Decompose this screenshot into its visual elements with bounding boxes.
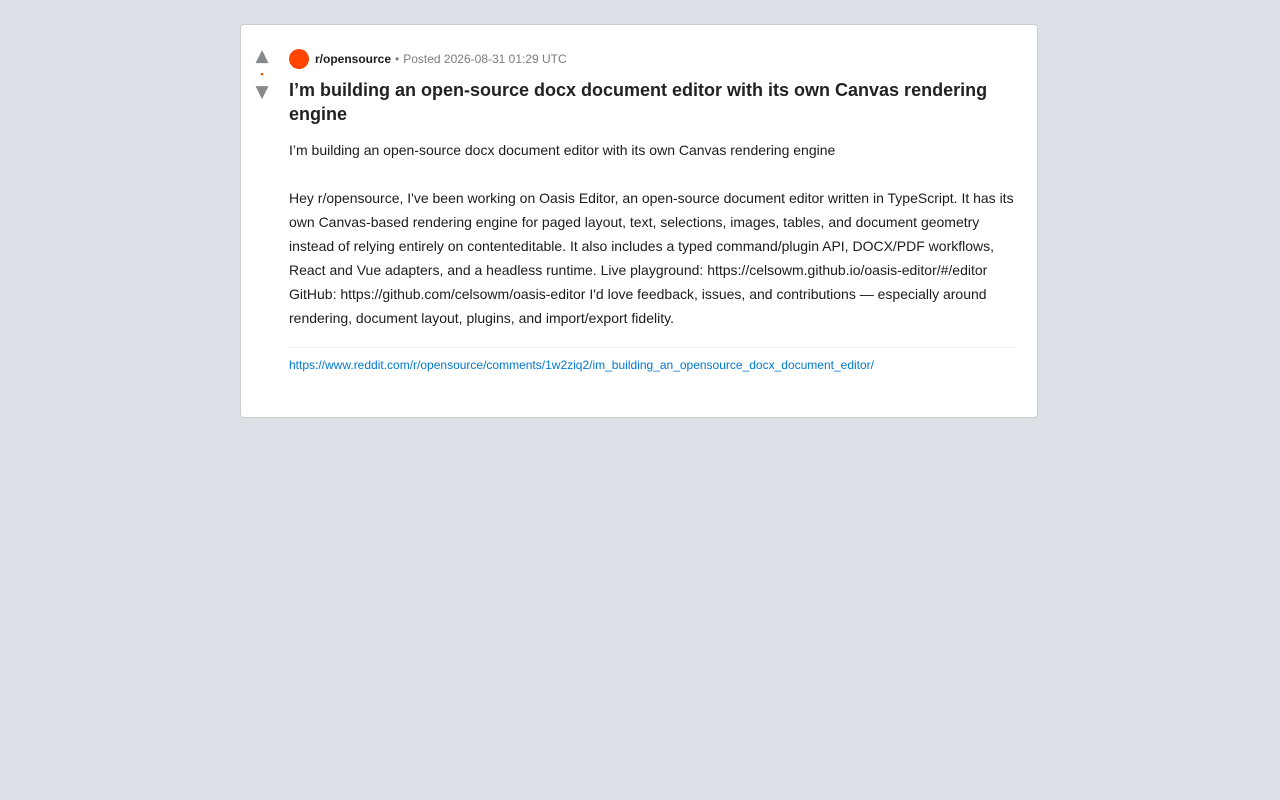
post-meta (289, 48, 1015, 70)
post-permalink[interactable]: https://www.reddit.com/r/opensource/comments/1w2ziq2/im_building_an_opensource_docx_document_editor/ (289, 358, 874, 372)
vote-column (241, 47, 283, 101)
subreddit-name[interactable]: r/opensource (315, 52, 392, 66)
vote-score: • (260, 69, 264, 79)
post-footer (289, 347, 1015, 373)
meta-separator: • (395, 52, 400, 66)
subreddit-avatar-icon[interactable] (289, 49, 309, 69)
downvote-arrow-icon[interactable]: ▼ (255, 82, 269, 102)
post-body (289, 48, 1015, 373)
post-card (240, 24, 1038, 418)
post-title[interactable]: I’m building an open-source docx document editor with its own Canvas rendering engine (289, 80, 988, 124)
post-text: I’m building an open-source docx document editor with its own Canvas rendering engine Hey r/opensource, I've been working on Oasis Editor, an open-source document editor written in TypeScript. It has its own Canvas-based rendering engine for paged layout, text, selections, images, tables, and document geometry instead of relying entirely on contenteditable. It also includes a typed command/plugin API, DOCX/PDF workflows, React and Vue adapters, and a headless runtime. Live playground: https://celsowm.github.io/oasis-editor/#/editor GitHub: https://github.com/celsowm/oasis-editor I'd love feedback, issues, and contributions — especially around rendering, document layout, plugins, and import/export fidelity. (289, 142, 1014, 326)
upvote-arrow-icon[interactable]: ▲ (255, 46, 269, 66)
post-timestamp: Posted 2026-08-31 01:29 UTC (403, 52, 567, 66)
